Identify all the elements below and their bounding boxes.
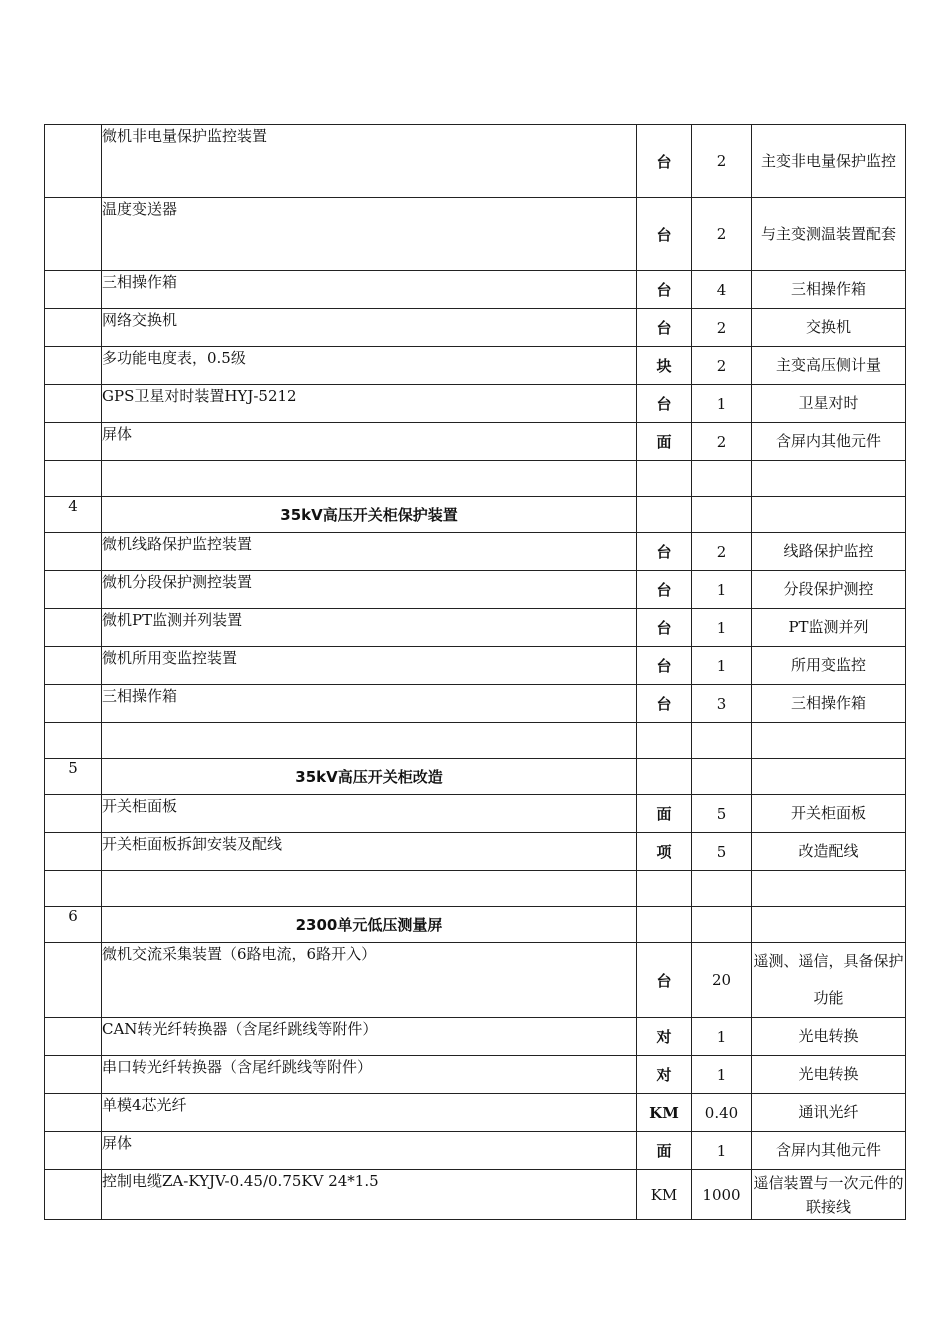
item-name: 三相操作箱 — [102, 685, 637, 723]
item-name: CAN转光纤转换器（含尾纤跳线等附件） — [102, 1018, 637, 1056]
qty-cell — [692, 497, 752, 533]
index-cell — [45, 198, 102, 271]
index-cell — [45, 833, 102, 871]
item-unit: 块 — [637, 347, 692, 385]
item-name: 三相操作箱 — [102, 271, 637, 309]
item-unit: 台 — [637, 943, 692, 1018]
note-cell — [752, 759, 906, 795]
table-row — [45, 1056, 906, 1094]
item-qty: 3 — [692, 685, 752, 723]
table-row — [45, 685, 906, 723]
item-name: 温度变送器 — [102, 198, 637, 271]
item-name: GPS卫星对时装置HYJ-5212 — [102, 385, 637, 423]
item-qty: 1 — [692, 1132, 752, 1170]
table-row — [45, 795, 906, 833]
unit-cell — [637, 497, 692, 533]
item-qty: 1 — [692, 571, 752, 609]
section-row — [45, 907, 906, 943]
item-qty: 2 — [692, 125, 752, 198]
item-name: 屏体 — [102, 423, 637, 461]
table-row — [45, 271, 906, 309]
index-cell — [45, 871, 102, 907]
item-unit: 台 — [637, 271, 692, 309]
index-cell — [45, 609, 102, 647]
item-note: 通讯光纤 — [752, 1094, 906, 1132]
item-note: 改造配线 — [752, 833, 906, 871]
index-cell — [45, 723, 102, 759]
note-cell — [752, 871, 906, 907]
index-cell — [45, 795, 102, 833]
unit-cell — [637, 759, 692, 795]
item-name: 控制电缆ZA-KYJV-0.45/0.75KV 24*1.5 — [102, 1170, 637, 1220]
item-unit: 台 — [637, 385, 692, 423]
item-note: 光电转换 — [752, 1056, 906, 1094]
item-unit: 台 — [637, 533, 692, 571]
item-note: 开关柜面板 — [752, 795, 906, 833]
item-qty: 5 — [692, 795, 752, 833]
item-note: 三相操作箱 — [752, 685, 906, 723]
section-title: 35kV高压开关柜改造 — [102, 759, 637, 795]
index-cell — [45, 423, 102, 461]
index-cell — [45, 1170, 102, 1220]
section-title: 35kV高压开关柜保护装置 — [102, 497, 637, 533]
table-row — [45, 1094, 906, 1132]
item-unit: 面 — [637, 795, 692, 833]
unit-cell — [637, 461, 692, 497]
item-unit: 台 — [637, 609, 692, 647]
item-name: 开关柜面板 — [102, 795, 637, 833]
index-cell — [45, 685, 102, 723]
index-cell — [45, 385, 102, 423]
item-unit: 面 — [637, 1132, 692, 1170]
name-cell — [102, 871, 637, 907]
item-name: 单模4芯光纤 — [102, 1094, 637, 1132]
index-cell — [45, 1018, 102, 1056]
item-qty: 1 — [692, 647, 752, 685]
item-qty: 2 — [692, 347, 752, 385]
note-cell — [752, 461, 906, 497]
item-unit: 对 — [637, 1056, 692, 1094]
note-cell — [752, 723, 906, 759]
table-row — [45, 1170, 906, 1220]
table-row — [45, 833, 906, 871]
section-row — [45, 497, 906, 533]
item-qty: 0.40 — [692, 1094, 752, 1132]
item-name: 微机线路保护监控装置 — [102, 533, 637, 571]
qty-cell — [692, 907, 752, 943]
index-cell — [45, 461, 102, 497]
table-row — [45, 1018, 906, 1056]
item-note: 线路保护监控 — [752, 533, 906, 571]
unit-cell — [637, 871, 692, 907]
item-unit: 台 — [637, 647, 692, 685]
table-row — [45, 423, 906, 461]
item-name: 网络交换机 — [102, 309, 637, 347]
name-cell — [102, 461, 637, 497]
item-unit: KM — [637, 1170, 692, 1220]
item-qty: 2 — [692, 309, 752, 347]
index-cell — [45, 1094, 102, 1132]
item-note: 交换机 — [752, 309, 906, 347]
item-name: 微机交流采集装置（6路电流，6路开入） — [102, 943, 637, 1018]
unit-cell — [637, 907, 692, 943]
index-cell — [45, 647, 102, 685]
index-cell — [45, 125, 102, 198]
item-note: 主变高压侧计量 — [752, 347, 906, 385]
section-title: 2300单元低压测量屏 — [102, 907, 637, 943]
item-unit: 台 — [637, 125, 692, 198]
note-cell — [752, 907, 906, 943]
table-row — [45, 1132, 906, 1170]
section-index: 6 — [45, 907, 102, 943]
table-row — [45, 309, 906, 347]
item-name: 微机非电量保护监控装置 — [102, 125, 637, 198]
equipment-table — [44, 124, 906, 1220]
item-qty: 1 — [692, 609, 752, 647]
item-note: 分段保护测控 — [752, 571, 906, 609]
section-index: 4 — [45, 497, 102, 533]
qty-cell — [692, 871, 752, 907]
item-qty: 2 — [692, 533, 752, 571]
section-row — [45, 759, 906, 795]
qty-cell — [692, 759, 752, 795]
item-note: 遥测、遥信，具备保护功能 — [752, 943, 906, 1018]
table-row — [45, 125, 906, 198]
item-note: 含屏内其他元件 — [752, 1132, 906, 1170]
item-qty: 1 — [692, 1018, 752, 1056]
blank-row — [45, 723, 906, 759]
index-cell — [45, 533, 102, 571]
item-note: 所用变监控 — [752, 647, 906, 685]
item-qty: 20 — [692, 943, 752, 1018]
table-row — [45, 385, 906, 423]
index-cell — [45, 271, 102, 309]
name-cell — [102, 723, 637, 759]
index-cell — [45, 309, 102, 347]
item-qty: 4 — [692, 271, 752, 309]
table-row — [45, 347, 906, 385]
item-unit: 对 — [637, 1018, 692, 1056]
index-cell — [45, 1132, 102, 1170]
item-unit: 台 — [637, 309, 692, 347]
index-cell — [45, 943, 102, 1018]
item-unit: 台 — [637, 198, 692, 271]
blank-row — [45, 871, 906, 907]
item-note: 光电转换 — [752, 1018, 906, 1056]
unit-cell — [637, 723, 692, 759]
table-row — [45, 533, 906, 571]
qty-cell — [692, 461, 752, 497]
item-name: 微机PT监测并列装置 — [102, 609, 637, 647]
item-name: 微机分段保护测控装置 — [102, 571, 637, 609]
item-note: 三相操作箱 — [752, 271, 906, 309]
index-cell — [45, 1056, 102, 1094]
item-qty: 1 — [692, 385, 752, 423]
item-unit: 面 — [637, 423, 692, 461]
item-unit: KM — [637, 1094, 692, 1132]
item-unit: 台 — [637, 571, 692, 609]
item-note: PT监测并列 — [752, 609, 906, 647]
note-cell — [752, 497, 906, 533]
item-note: 与主变测温装置配套 — [752, 198, 906, 271]
blank-row — [45, 461, 906, 497]
item-qty: 1 — [692, 1056, 752, 1094]
table-row — [45, 647, 906, 685]
index-cell — [45, 347, 102, 385]
index-cell — [45, 571, 102, 609]
item-qty: 5 — [692, 833, 752, 871]
item-note: 含屏内其他元件 — [752, 423, 906, 461]
item-note: 遥信装置与一次元件的联接线 — [752, 1170, 906, 1220]
item-qty: 1000 — [692, 1170, 752, 1220]
item-qty: 2 — [692, 423, 752, 461]
table-row — [45, 943, 906, 1018]
item-note: 主变非电量保护监控 — [752, 125, 906, 198]
table-row — [45, 571, 906, 609]
item-unit: 项 — [637, 833, 692, 871]
item-qty: 2 — [692, 198, 752, 271]
table-row — [45, 609, 906, 647]
equipment-table-body — [45, 125, 906, 1220]
item-name: 串口转光纤转换器（含尾纤跳线等附件） — [102, 1056, 637, 1094]
item-unit: 台 — [637, 685, 692, 723]
item-name: 开关柜面板拆卸安装及配线 — [102, 833, 637, 871]
section-index: 5 — [45, 759, 102, 795]
table-row — [45, 198, 906, 271]
item-note: 卫星对时 — [752, 385, 906, 423]
item-name: 微机所用变监控装置 — [102, 647, 637, 685]
qty-cell — [692, 723, 752, 759]
item-name: 多功能电度表，0.5级 — [102, 347, 637, 385]
item-name: 屏体 — [102, 1132, 637, 1170]
